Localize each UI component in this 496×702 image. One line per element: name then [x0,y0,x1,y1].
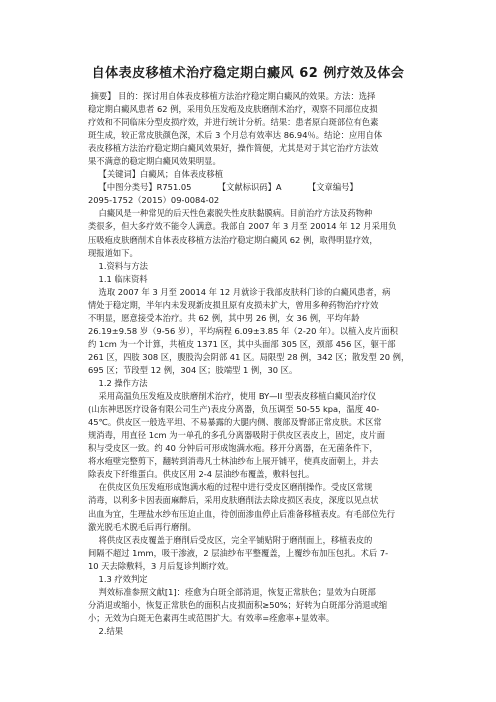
text-line: 10 天去除敷料，3 月后复诊判断疗效。 [88,560,234,571]
text-line: 【中图分类号】R751.05 【文献标识码】A 【文章编号】 [88,182,358,193]
text-line: 斑生成，较正常皮肤颜色深，术后 3 个月总有效率达 86.94％。结论：应用自体 [88,130,383,141]
text-line: 稳定期白癜风患者 62 例，采用负压发疱及皮肤磨削术治疗，观察不同部位皮损 [88,104,378,115]
text-line: (山东神思医疗设备有限公司生产)表皮分离器，负压调至 50-55 kpa，温度 40- [88,404,380,415]
text-line: 摘要】 目的：探讨用自体表皮移植方法治疗稳定期白癜风的效果。方法：选择 [88,91,376,101]
text-line: 将供皮区表皮覆盖于磨削后受皮区，完全平铺贴附于磨削面上，移植表皮的 [88,534,373,545]
text-line: 采用高温负压发疱及皮肤磨削术治疗，使用 BY—II 型表皮移植白癜风治疗仪 [88,391,377,402]
text-line: 695 区；节段型 12 例，304 区；肢端型 1 例，30 区。 [88,364,298,375]
text-line: 间隔不超过 1mm，吸干渗液，2 层油纱布平整覆盖，上覆纱布加压包扎。术后 7- [88,547,389,558]
page-title: 自体表皮移植术治疗稳定期白癜风 62 例疗效及体会 [91,66,405,81]
text-line: 表皮移植方法治疗稳定期白癜风效果好，操作简便，尤其是对于其它治疗方法效 [88,143,379,154]
text-line: 出血为宜，生理盐水纱布压迫止血，待创面渗血停止后准备移植表皮。有毛部位先行 [88,508,395,519]
text-line: 选取 2007 年 3 月至 20014 年 12 月就诊于我部皮肤科门诊的白癜风患者，病 [88,286,391,297]
text-line: 白癜风是一种常见的后天性色素脱失性皮肤黏膜病。目前治疗方法及药物种 [88,208,373,219]
text-line: 除表皮下纤维蛋白。供皮区用 2-4 层油纱布覆盖，敷料包扎。 [88,469,315,480]
text-line: 现报道如下。 [88,247,138,258]
text-line: 2.结果 [88,625,124,636]
text-line: 在供皮区负压发疱形成饱满水疱的过程中进行受皮区磨削操作。受皮区常规 [88,482,373,493]
text-line: 261 区，四肢 308 区，腹股沟会阴部 41 区。局限型 28 例，342 区；散发型 20 例， [88,351,410,362]
text-line: 将水疱壁完整剪下，翻转到消毒凡士林油纱布上展开铺平，使真皮面朝上，并去 [88,456,379,467]
text-line: 26.19±9.58 岁（9-56 岁），平均病程 6.09±3.85 年（2-20 年）。以植入皮片面积 [88,325,398,336]
text-line: 压吸疱皮肤磨削术自体表皮移植方法治疗稳定期白癜风 62 例，取得明显疗效， [88,234,378,245]
text-line: 不明显，愿意接受本治疗。共 62 例，其中男 26 例，女 36 例，平均年龄 [88,312,360,323]
body-text [88,90,424,638]
text-line: 1.3 疗效判定 [88,573,148,584]
text-line: 1.资料与方法 [88,260,148,271]
text-line: 规消毒，用直径 1cm 为一单孔的多孔分离器吸附于供皮区表皮上，固定，皮片面 [88,430,385,441]
text-line: 积与受皮区一致。约 40 分钟后可形成饱满水疱。移开分离器，在无菌条件下， [88,443,378,454]
text-line: 45℃。供皮区一般选平坦、不易暴露的大腿内侧、腹部及臀部正常皮肤。术区常 [88,417,382,428]
text-line: 类很多，但大多疗效不能令人满意。我部自 2007 年 3 月至 20014 年 12 月采用负 [88,221,397,232]
text-line: 情处于稳定期，半年内未发现新皮损且原有皮损未扩大，曾用多种药物治疗疗效 [88,299,379,310]
text-line: 分消退或缩小，恢复正常肤色的面积占皮损面积≥50%；好转为白斑部分消退或缩 [88,599,388,610]
text-line: 约 1cm 为一个计算，共植皮 1371 区，其中头面部 305 区，颈部 456 区，躯干部 [88,338,396,349]
text-line: 激光脱毛术脱毛后再行磨削。 [88,521,196,532]
text-line: 1.2 操作方法 [88,378,148,389]
text-line: 2095-1752（2015）09-0084-02 [88,195,220,206]
text-line: 疗效和不同临床分型皮损疗效，并进行统计分析。结果：患者原白斑部位有色素 [88,117,379,128]
text-line: 果不满意的稳定期白癜风效果明显。 [88,156,221,167]
text-line: 判效标准参照文献[1]：痊愈为白斑全部消退，恢复正常肤色；显效为白斑部 [88,586,376,597]
text-line: 消毒，以利多卡因表面麻醉后，采用皮肤磨削法去除皮损区表皮，深度以见点状 [88,495,379,506]
text-line: 1.1 临床资料 [88,273,148,284]
text-line: 小；无效为白斑无色素再生或范围扩大。有效率=痊愈率+显效率。 [88,612,335,623]
text-line: 【关键词】白癜风；自体表皮移植 [88,169,224,180]
